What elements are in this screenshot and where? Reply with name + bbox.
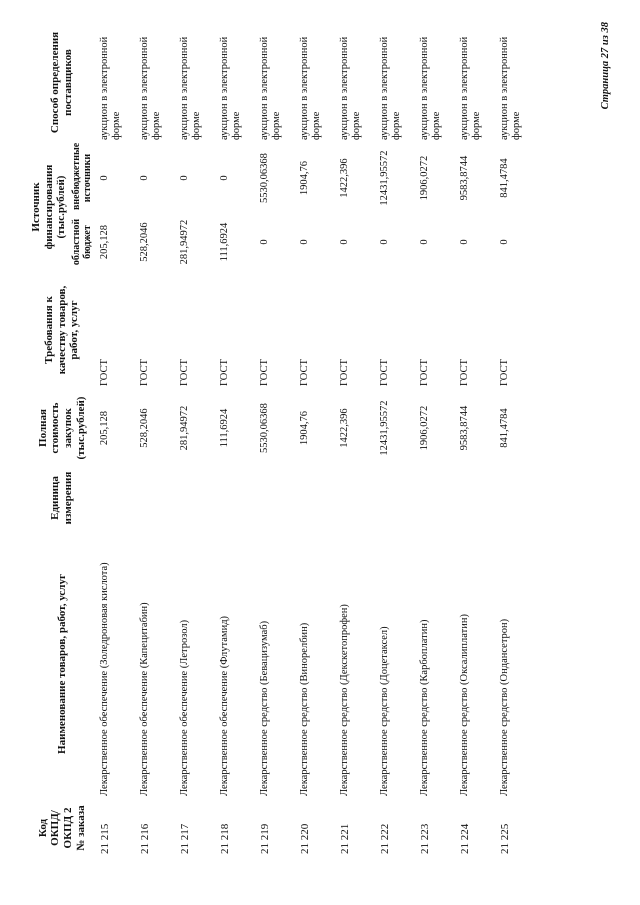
- cell-total: 12431,95572: [378, 400, 390, 456]
- cell-code: 21 220: [298, 823, 311, 854]
- cell-unit: [136, 467, 176, 529]
- cell-regional-budget: 205,128: [98, 224, 110, 260]
- cell-code: 21 221: [338, 823, 351, 854]
- header-source-extra: внебюджетные источники: [70, 142, 94, 210]
- cell-total: 205,128: [98, 410, 110, 446]
- header-unit: Единица измерения: [49, 471, 74, 525]
- cell-method: аукцион в электронной форме: [98, 36, 122, 140]
- cell-requirements: ГОСТ: [378, 359, 390, 386]
- cell-method: аукцион в электронной форме: [458, 36, 482, 140]
- cell-unit: [456, 467, 496, 529]
- cell-regional-budget: 281,94972: [178, 219, 190, 265]
- cell-name: Лекарственное обеспечение (Флутамид): [218, 615, 230, 796]
- cell-unit: [416, 467, 456, 529]
- cell-requirements: ГОСТ: [338, 359, 350, 386]
- header-source: Источник финансирования (тыс.рублей): [30, 164, 68, 250]
- cell-name: Лекарственное средство (Доцетаксел): [378, 626, 390, 796]
- cell-total: 111,6924: [218, 408, 230, 448]
- header-method: Способ определения поставщиков: [49, 31, 74, 134]
- cell-extra-budget: 0: [218, 175, 230, 181]
- procurement-table: [28, 22, 536, 857]
- cell-extra-budget: 9583,8744: [458, 155, 470, 201]
- cell-code: 21 218: [218, 823, 231, 854]
- cell-name: Лекарственное средство (Ондансетрон): [498, 618, 510, 796]
- cell-requirements: ГОСТ: [258, 359, 270, 386]
- cell-name: Лекарственное обеспечение (Капецитабин): [138, 602, 150, 796]
- cell-regional-budget: 0: [458, 239, 470, 245]
- cell-requirements: ГОСТ: [418, 359, 430, 386]
- cell-method: аукцион в электронной форме: [218, 36, 242, 140]
- cell-unit: [176, 467, 216, 529]
- cell-regional-budget: 0: [258, 239, 270, 245]
- header-requirements: Требования к качеству товаров, работ, услуг: [43, 285, 81, 375]
- table-row: [296, 22, 336, 857]
- cell-method: аукцион в электронной форме: [378, 36, 402, 140]
- cell-regional-budget: 0: [338, 239, 350, 245]
- table-row: [256, 22, 296, 857]
- table-row: [416, 22, 456, 857]
- cell-method: аукцион в электронной форме: [298, 36, 322, 140]
- cell-total: 841,4784: [498, 408, 510, 448]
- cell-extra-budget: 0: [178, 175, 190, 181]
- cell-method: аукцион в электронной форме: [418, 36, 442, 140]
- cell-regional-budget: 111,6924: [218, 222, 230, 262]
- cell-name: Лекарственное средство (Винорелбин): [298, 622, 310, 796]
- cell-total: 528,2046: [138, 408, 150, 448]
- cell-method: аукцион в электронной форме: [258, 36, 282, 140]
- cell-total: 1422,396: [338, 408, 350, 448]
- cell-unit: [96, 467, 136, 529]
- cell-unit: [336, 467, 376, 529]
- cell-name: Лекарственное средство (Карбоплатин): [418, 619, 430, 796]
- cell-name: Лекарственное средство (Декскетопрофен): [338, 604, 350, 796]
- header-total: Полная стоимость закупок (тыс.рублей): [36, 396, 87, 460]
- cell-method: аукцион в электронной форме: [178, 36, 202, 140]
- cell-method: аукцион в электронной форме: [138, 36, 162, 140]
- cell-extra-budget: 0: [98, 175, 110, 181]
- cell-unit: [496, 467, 536, 529]
- table-row: [336, 22, 376, 857]
- header-name: Наименование товаров, работ, услуг: [55, 574, 68, 754]
- cell-total: 1906,0272: [418, 405, 430, 451]
- cell-total: 5530,06368: [258, 403, 270, 453]
- cell-extra-budget: 1422,396: [338, 158, 350, 198]
- cell-total: 281,94972: [178, 405, 190, 451]
- cell-regional-budget: 0: [418, 239, 430, 245]
- table-row: [96, 22, 136, 857]
- page-number: Страница 27 из 38: [600, 22, 611, 110]
- cell-requirements: ГОСТ: [178, 359, 190, 386]
- cell-method: аукцион в электронной форме: [498, 36, 522, 140]
- cell-code: 21 222: [378, 823, 391, 854]
- cell-name: Лекарственное обеспечение (Золедроновая кислота): [98, 562, 110, 796]
- cell-name: Лекарственное средство (Бевацизумаб): [258, 620, 270, 796]
- cell-unit: [216, 467, 256, 529]
- cell-regional-budget: 0: [298, 239, 310, 245]
- cell-requirements: ГОСТ: [138, 359, 150, 386]
- header-row: [28, 22, 70, 857]
- table-row: [376, 22, 416, 857]
- cell-code: 21 217: [178, 823, 191, 854]
- cell-code: 21 223: [418, 823, 431, 854]
- cell-requirements: ГОСТ: [298, 359, 310, 386]
- header-code: Код ОКПД/ ОКПД 2 № заказа: [36, 805, 87, 851]
- cell-code: 21 216: [138, 823, 151, 854]
- cell-method: аукцион в электронной форме: [338, 36, 362, 140]
- cell-requirements: ГОСТ: [218, 359, 230, 386]
- cell-extra-budget: 5530,06368: [258, 153, 270, 203]
- cell-code: 21 215: [98, 823, 111, 854]
- cell-unit: [296, 467, 336, 529]
- table-row: [216, 22, 256, 857]
- cell-code: 21 224: [458, 823, 471, 854]
- cell-extra-budget: 841,4784: [498, 158, 510, 198]
- cell-extra-budget: 1904,76: [298, 160, 310, 196]
- cell-extra-budget: 12431,95572: [378, 150, 390, 206]
- table-row: [496, 22, 536, 857]
- cell-name: Лекарственное средство (Оксалиплатин): [458, 614, 470, 796]
- cell-requirements: ГОСТ: [498, 359, 510, 386]
- cell-code: 21 219: [258, 823, 271, 854]
- cell-code: 21 225: [498, 823, 511, 854]
- cell-total: 1904,76: [298, 410, 310, 446]
- header-source-regional: областной бюджет: [70, 218, 94, 266]
- table-body: [96, 22, 536, 857]
- table-row: [176, 22, 216, 857]
- table-row: [136, 22, 176, 857]
- cell-total: 9583,8744: [458, 405, 470, 451]
- table-row: [456, 22, 496, 857]
- cell-extra-budget: 1906,0272: [418, 155, 430, 201]
- cell-requirements: ГОСТ: [98, 359, 110, 386]
- cell-regional-budget: 528,2046: [138, 222, 150, 262]
- cell-unit: [376, 467, 416, 529]
- cell-regional-budget: 0: [498, 239, 510, 245]
- cell-regional-budget: 0: [378, 239, 390, 245]
- cell-name: Лекарственное обеспечение (Летрозол): [178, 619, 190, 796]
- cell-requirements: ГОСТ: [458, 359, 470, 386]
- cell-unit: [256, 467, 296, 529]
- cell-extra-budget: 0: [138, 175, 150, 181]
